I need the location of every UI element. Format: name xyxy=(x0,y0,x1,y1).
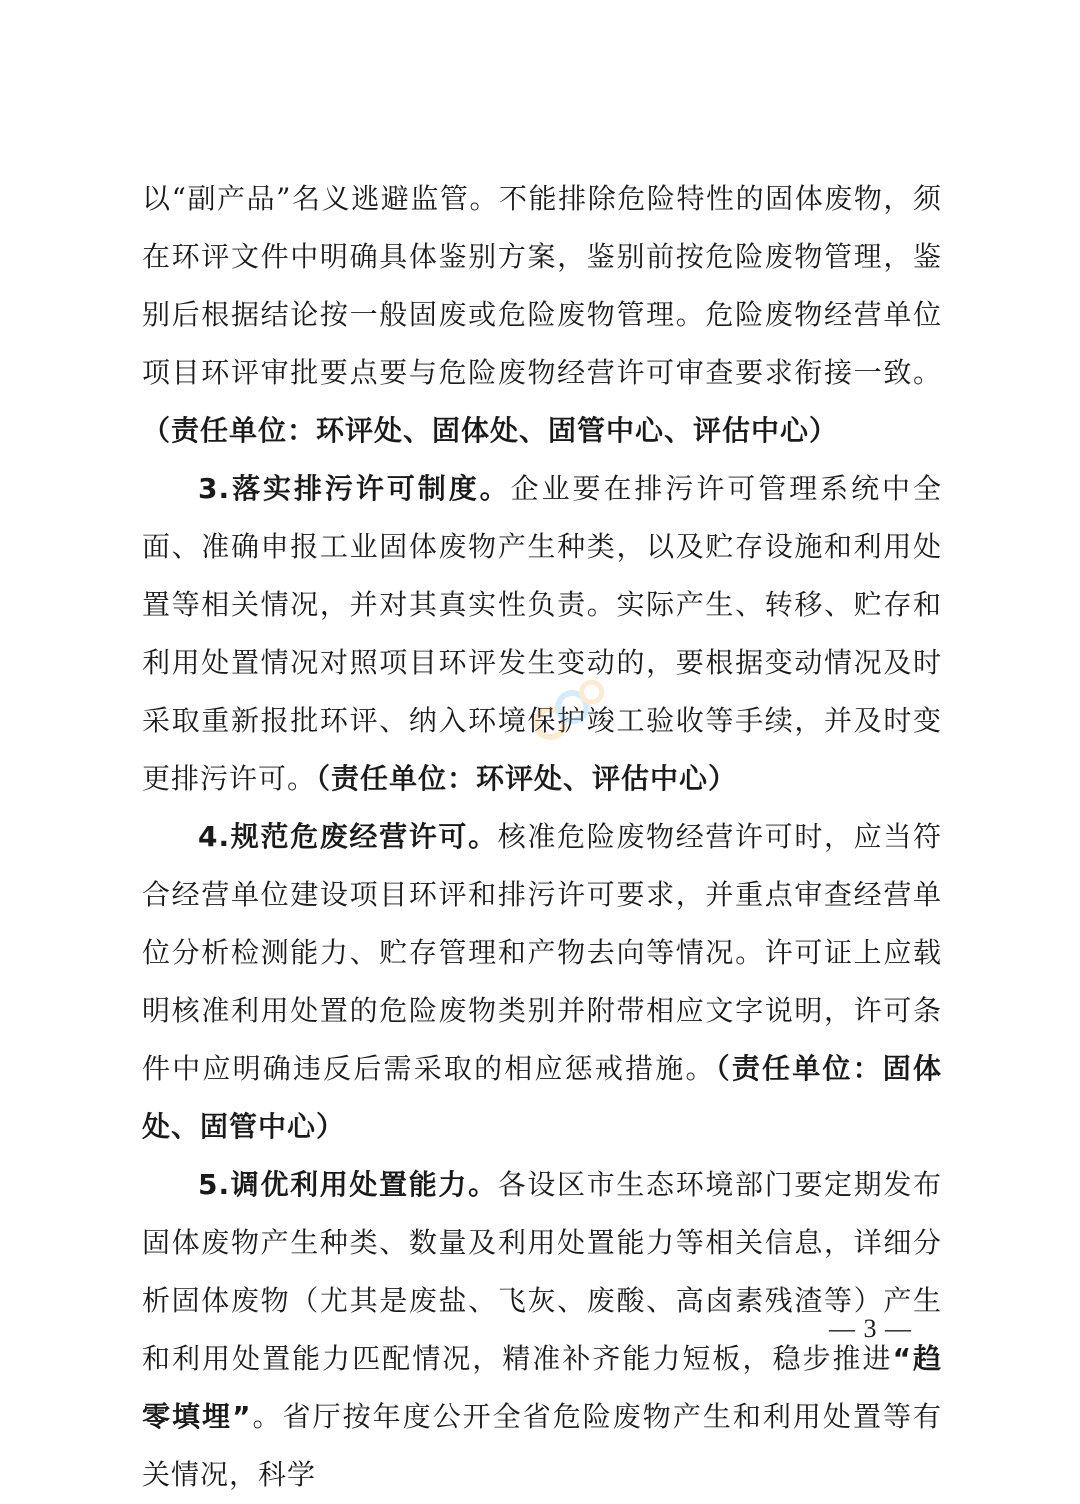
document-body xyxy=(142,170,942,1504)
watermark-ring-a xyxy=(531,704,569,742)
paragraph-2-text: 企业要在排污许可管理系统中全面、准确申报工业固体废物产生种类，以及贮存设施和利用处置等相关情况，并对其真实性负责。实际产生、转移、贮存和利用处置情况对照项目环评发生变动的，要根据变动情况及时采取重新报批环评、纳入环境保护竣工验收等手续，并及时变更排污许可。 xyxy=(142,472,942,795)
page-number-text: — 3 — xyxy=(829,1314,912,1343)
paragraph-1 xyxy=(142,170,942,460)
paragraph-2 xyxy=(142,460,942,808)
paragraph-4-text-tail: 。省厅按年度公开全省危险废物产生和利用处置等有关情况，科学 xyxy=(142,1400,942,1491)
paragraph-1-text: 以“副产品”名义逃避监管。不能排除危险特性的固体废物，须在环评文件中明确具体鉴别方案，鉴别前按危险废物管理，鉴别后根据结论按一般固废或危险废物管理。危险废物经营单位项目环评审批要点要与危险废物经营许可审查要求衔接一致。 xyxy=(142,182,942,389)
paragraph-4-heading: 5.调优利用处置能力。 xyxy=(198,1168,498,1201)
watermark-logo xyxy=(512,672,622,752)
page-number xyxy=(0,1314,1080,1344)
watermark-ring-b xyxy=(553,688,591,726)
paragraph-4-quote: “趋零填埋” xyxy=(142,1342,942,1433)
paragraph-3-text: 核准危险废物经营许可时，应当符合经营单位建设项目环评和排污许可要求，并重点审查经营单位分析检测能力、贮存管理和产物去向等情况。许可证上应载明核准利用处置的危险废物类别并附带相应文字说明，许可条件中应明确违反后需采取的相应惩戒措施。 xyxy=(142,820,942,1085)
paragraph-3-responsibility: （责任单位：固体处、固管中心） xyxy=(142,1052,942,1143)
paragraph-3 xyxy=(142,808,942,1156)
paragraph-1-responsibility: （责任单位：环评处、固体处、固管中心、评估中心） xyxy=(142,414,839,447)
paragraph-3-heading: 4.规范危废经营许可。 xyxy=(198,820,498,853)
paragraph-4-text: 各设区市生态环境部门要定期发布固体废物产生种类、数量及利用处置能力等相关信息，详细分析固体废物（尤其是废盐、飞灰、废酸、高卤素残渣等）产生和利用处置能力匹配情况，精准补齐能力短板，稳步推进 xyxy=(142,1168,942,1375)
paragraph-2-responsibility: （责任单位：环评处、评估中心） xyxy=(316,762,738,795)
paragraph-2-heading: 3.落实排污许可制度。 xyxy=(198,472,511,505)
